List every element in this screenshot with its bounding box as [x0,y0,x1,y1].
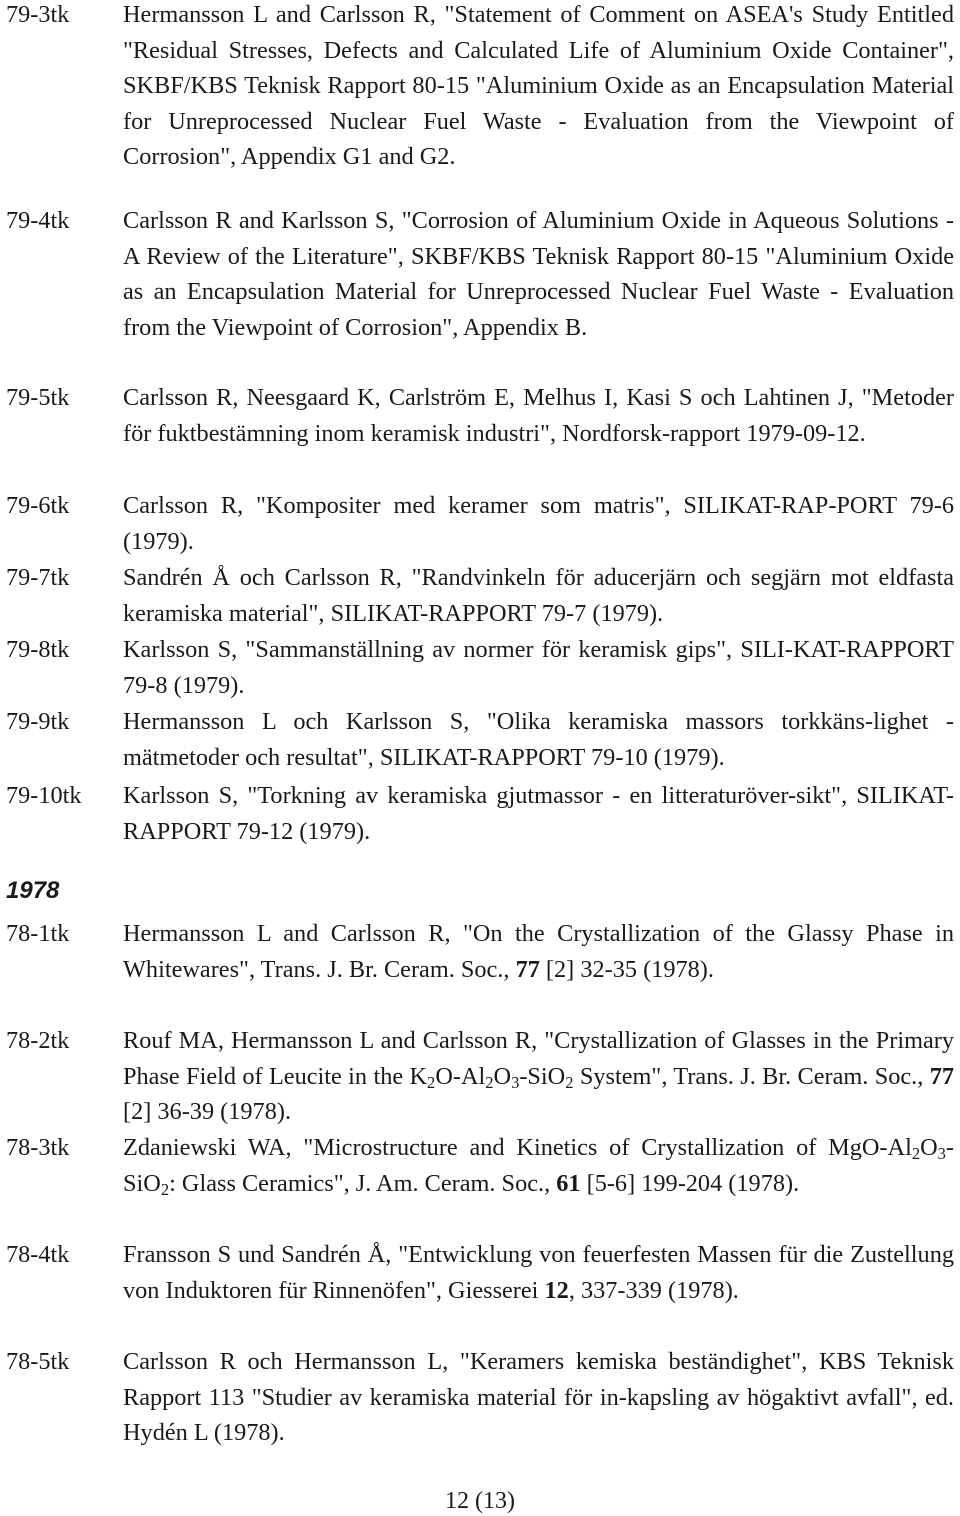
reference-text: Hermansson L och Karlsson S, "Olika keramiska massors torkkäns-lighet -mätmetoder och resultat", SILIKAT-RAPPORT 79-10 (1979). [123,708,954,771]
reference-entry [6,1130,954,1201]
reference-entry [6,778,954,849]
subscript: 2 [911,1144,921,1164]
reference-entry [6,916,954,987]
reference-text-part: Zdaniewski WA, "Microstructure and Kinetics of Crystallization of MgO-Al [123,1134,912,1161]
reference-code: 78-2tk [6,1027,70,1054]
reference-text [123,1023,954,1130]
reference-code: 79-4tk [6,207,70,234]
reference-entry [6,203,954,345]
reference-entry [6,1344,954,1451]
reference-text: Karlsson S, "Sammanställning av normer för keramisk gips", SILI-KAT-RAPPORT 79-8 (1979). [123,636,954,699]
reference-entry [6,0,954,175]
reference-entry [6,560,954,631]
reference-text-part: [2] 32-35 (1978). [539,955,714,983]
volume-number: 61 [556,1169,581,1197]
subscript: 2 [485,1072,494,1092]
reference-entry [6,488,954,559]
reference-entry [6,1237,954,1308]
reference-entry [6,632,954,703]
reference-code: 79-8tk [6,636,70,663]
reference-code: 78-1tk [6,920,70,947]
volume-number: 77 [515,955,540,983]
volume-number: 12 [544,1276,569,1304]
reference-text-part: O [493,1062,512,1090]
reference-text-part: O [920,1134,938,1161]
reference-text: Carlsson R, Neesgaard K, Carlström E, Melhus I, Kasi S och Lahtinen J, "Metoder för fuktbestämning inom keramisk industri", Nordforsk-rapport 1979-09-12. [123,384,954,447]
reference-text-part: -SiO [519,1062,566,1090]
page-number: 12 (13) [445,1488,515,1514]
reference-text-part: O-Al [435,1062,486,1090]
reference-text: Carlsson R och Hermansson L, "Keramers kemiska beständighet", KBS Teknisk Rapport 113 "Studier av keramiska material för in-kapsling av högaktivt avfall", ed. Hydén L (1978). [123,1348,954,1446]
reference-text-part: Fransson S und Sandrén Å, "Entwicklung von feuerfesten Massen für die Zustellung von Induktoren für Rinnenöfen", Giesserei [123,1241,954,1304]
reference-text: Hermansson L and Carlsson R, "Statement of Comment on ASEA's Study Entitled "Residual Stresses, Defects and Calculated Life of Aluminium Oxide Container", SKBF/KBS Teknisk Rapport 80-15 "Aluminium Oxide as an Encapsulation Material for Unreprocessed Nuclear Fuel Waste - Evaluation from the Viewpoint of Corrosion", Appendix G1 and G2. [123,1,954,170]
reference-entry [6,1023,954,1130]
reference-code: 78-5tk [6,1348,70,1375]
reference-entry [6,380,954,451]
reference-text: Karlsson S, "Torkning av keramiska gjutmassor - en litteraturöver-sikt", SILIKAT-RAPPORT 79-12 (1979). [123,782,954,845]
reference-code: 79-6tk [6,492,70,519]
subscript: 2 [160,1179,170,1199]
reference-code: 79-3tk [6,1,70,28]
reference-text: Carlsson R and Karlsson S, "Corrosion of Aluminium Oxide in Aqueous Solutions - A Review of the Literature", SKBF/KBS Teknisk Rapport 80-15 "Aluminium Oxide as an Encapsulation Material for Unreprocessed Nuclear Fuel Waste - Evaluation from the Viewpoint of Corrosion", Appendix B. [123,207,954,341]
reference-text: Carlsson R, "Kompositer med keramer som matris", SILIKAT-RAP-PORT 79-6 (1979). [123,492,954,555]
reference-code: 79-7tk [6,564,70,591]
reference-text-part: Hermansson L and Carlsson R, "On the Crystallization of the Glassy Phase in Whitewares", Trans. J. Br. Ceram. Soc., [123,920,954,983]
reference-text [123,1130,954,1201]
reference-text-part: -SiO [123,1134,954,1197]
reference-code: 79-10tk [6,782,82,809]
reference-text-part: System", Trans. J. Br. Ceram. Soc., [573,1062,930,1090]
reference-text-part: Rouf MA, Hermansson L and Carlsson R, "Crystallization of Glasses in the Primary Phase Field of Leucite in the K [123,1027,954,1090]
reference-text: Sandrén Å och Carlsson R, "Randvinkeln för aducerjärn och segjärn mot eldfasta keramiska material", SILIKAT-RAPPORT 79-7 (1979). [123,564,954,627]
reference-text-part: , 337-339 (1978). [568,1276,739,1304]
reference-code: 79-5tk [6,384,70,411]
reference-code: 78-3tk [6,1134,70,1161]
reference-text-part: : Glass Ceramics", J. Am. Ceram. Soc., [169,1169,557,1197]
reference-text [123,1237,954,1308]
subscript: 2 [565,1072,574,1092]
subscript: 2 [427,1072,436,1092]
reference-text-part: [2] 36-39 (1978). [123,1098,292,1125]
reference-code: 79-9tk [6,708,70,735]
reference-entry [6,704,954,775]
volume-number: 77 [929,1062,954,1090]
reference-code: 78-4tk [6,1241,70,1268]
reference-text-part: [5-6] 199-204 (1978). [580,1169,800,1197]
subscript: 3 [937,1144,946,1164]
year-heading: 1978 [6,877,60,904]
reference-text [123,916,954,987]
subscript: 3 [511,1072,520,1092]
